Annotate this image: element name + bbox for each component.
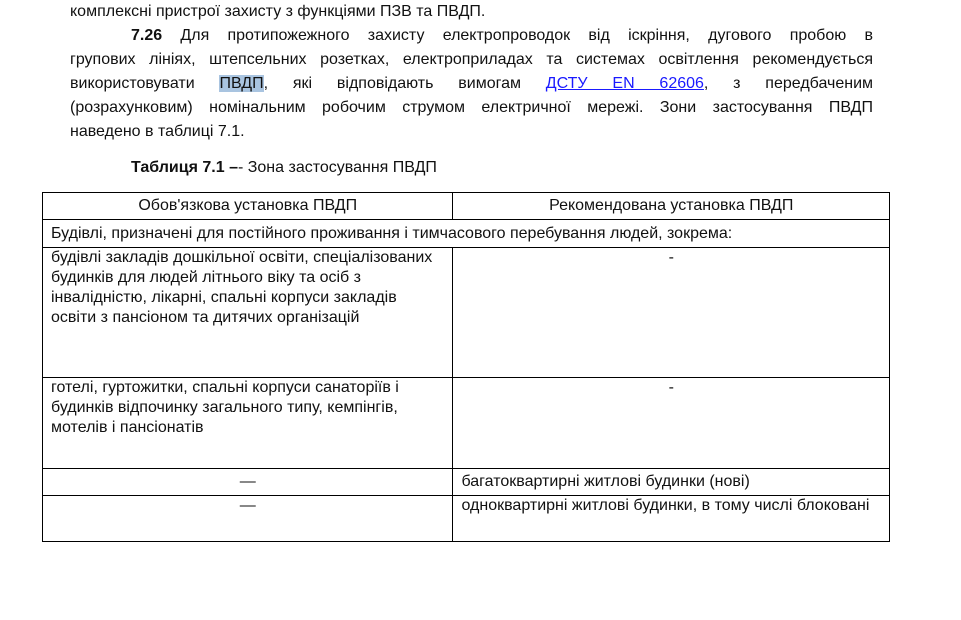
clause-number: 7.26	[131, 27, 163, 44]
table-row	[43, 378, 890, 469]
paragraph-7-26-line4	[70, 96, 873, 120]
cell-mandatory: будівлі закладів дошкільної освіти, спеціалізованих будинків для людей літнього віку та осіб з інвалідністю, лікарні, спальні корпуси закладів освіти з пансіоном та дитячих організацій	[43, 248, 453, 378]
cell-recommended: одноквартирні житлові будинки, в тому числі блоковані	[453, 496, 890, 542]
paragraph-7-26-line5	[70, 120, 873, 144]
paragraph-text: (розрахунковим) номінальним робочим струмом електричної мережі. Зони застосування ПВДП	[70, 99, 873, 116]
cell-mandatory: готелі, гуртожитки, спальні корпуси санаторіїв і будинків відпочинку загального типу, кемпінгів, мотелів і пансіонатів	[43, 378, 453, 469]
paragraph-text: комплексні пристрої захисту з функціями ПЗВ та ПВДП.	[70, 3, 486, 20]
table-category-row	[43, 220, 890, 248]
header-recommended: Рекомендована установка ПВДП	[453, 193, 890, 220]
standard-link[interactable]: ДСТУ EN 62606	[545, 75, 704, 92]
category-cell: Будівлі, призначені для постійного проживання і тимчасового перебування людей, зокрема:	[43, 220, 890, 248]
table-caption	[131, 156, 437, 180]
header-mandatory: Обов'язкова установка ПВДП	[43, 193, 453, 220]
table-row	[43, 496, 890, 542]
paragraph-7-26-line3	[70, 72, 873, 96]
table-row	[43, 248, 890, 378]
cell-recommended: багатоквартирні житлові будинки (нові)	[453, 469, 890, 496]
paragraph-text: наведено в таблиці 7.1.	[70, 123, 245, 140]
paragraph-text: використовувати	[70, 75, 220, 92]
table-caption-label: Таблиця 7.1 –	[131, 159, 238, 176]
highlighted-term[interactable]: ПВДП	[219, 75, 264, 92]
table-header-row	[43, 193, 890, 220]
paragraph-7-26-line1	[131, 24, 873, 48]
cell-recommended: -	[453, 378, 890, 469]
paragraph-text: , які відповідають вимогам	[263, 75, 546, 92]
paragraph-text: Для протипожежного захисту електропроводок від іскріння, дугового пробою в	[162, 27, 873, 44]
table-row	[43, 469, 890, 496]
pvdp-zone-table	[42, 192, 890, 542]
paragraph-text: групових лініях, штепсельних розетках, електроприладах та системах освітлення рекомендується	[70, 51, 873, 68]
paragraph-prev-line	[70, 0, 873, 24]
table-caption-text: - Зона застосування ПВДП	[237, 159, 437, 176]
paragraph-text: , з передбаченим	[703, 75, 874, 92]
cell-recommended: -	[453, 248, 890, 378]
paragraph-7-26-line2	[70, 48, 873, 72]
cell-mandatory: —	[43, 469, 453, 496]
cell-mandatory: —	[43, 496, 453, 542]
